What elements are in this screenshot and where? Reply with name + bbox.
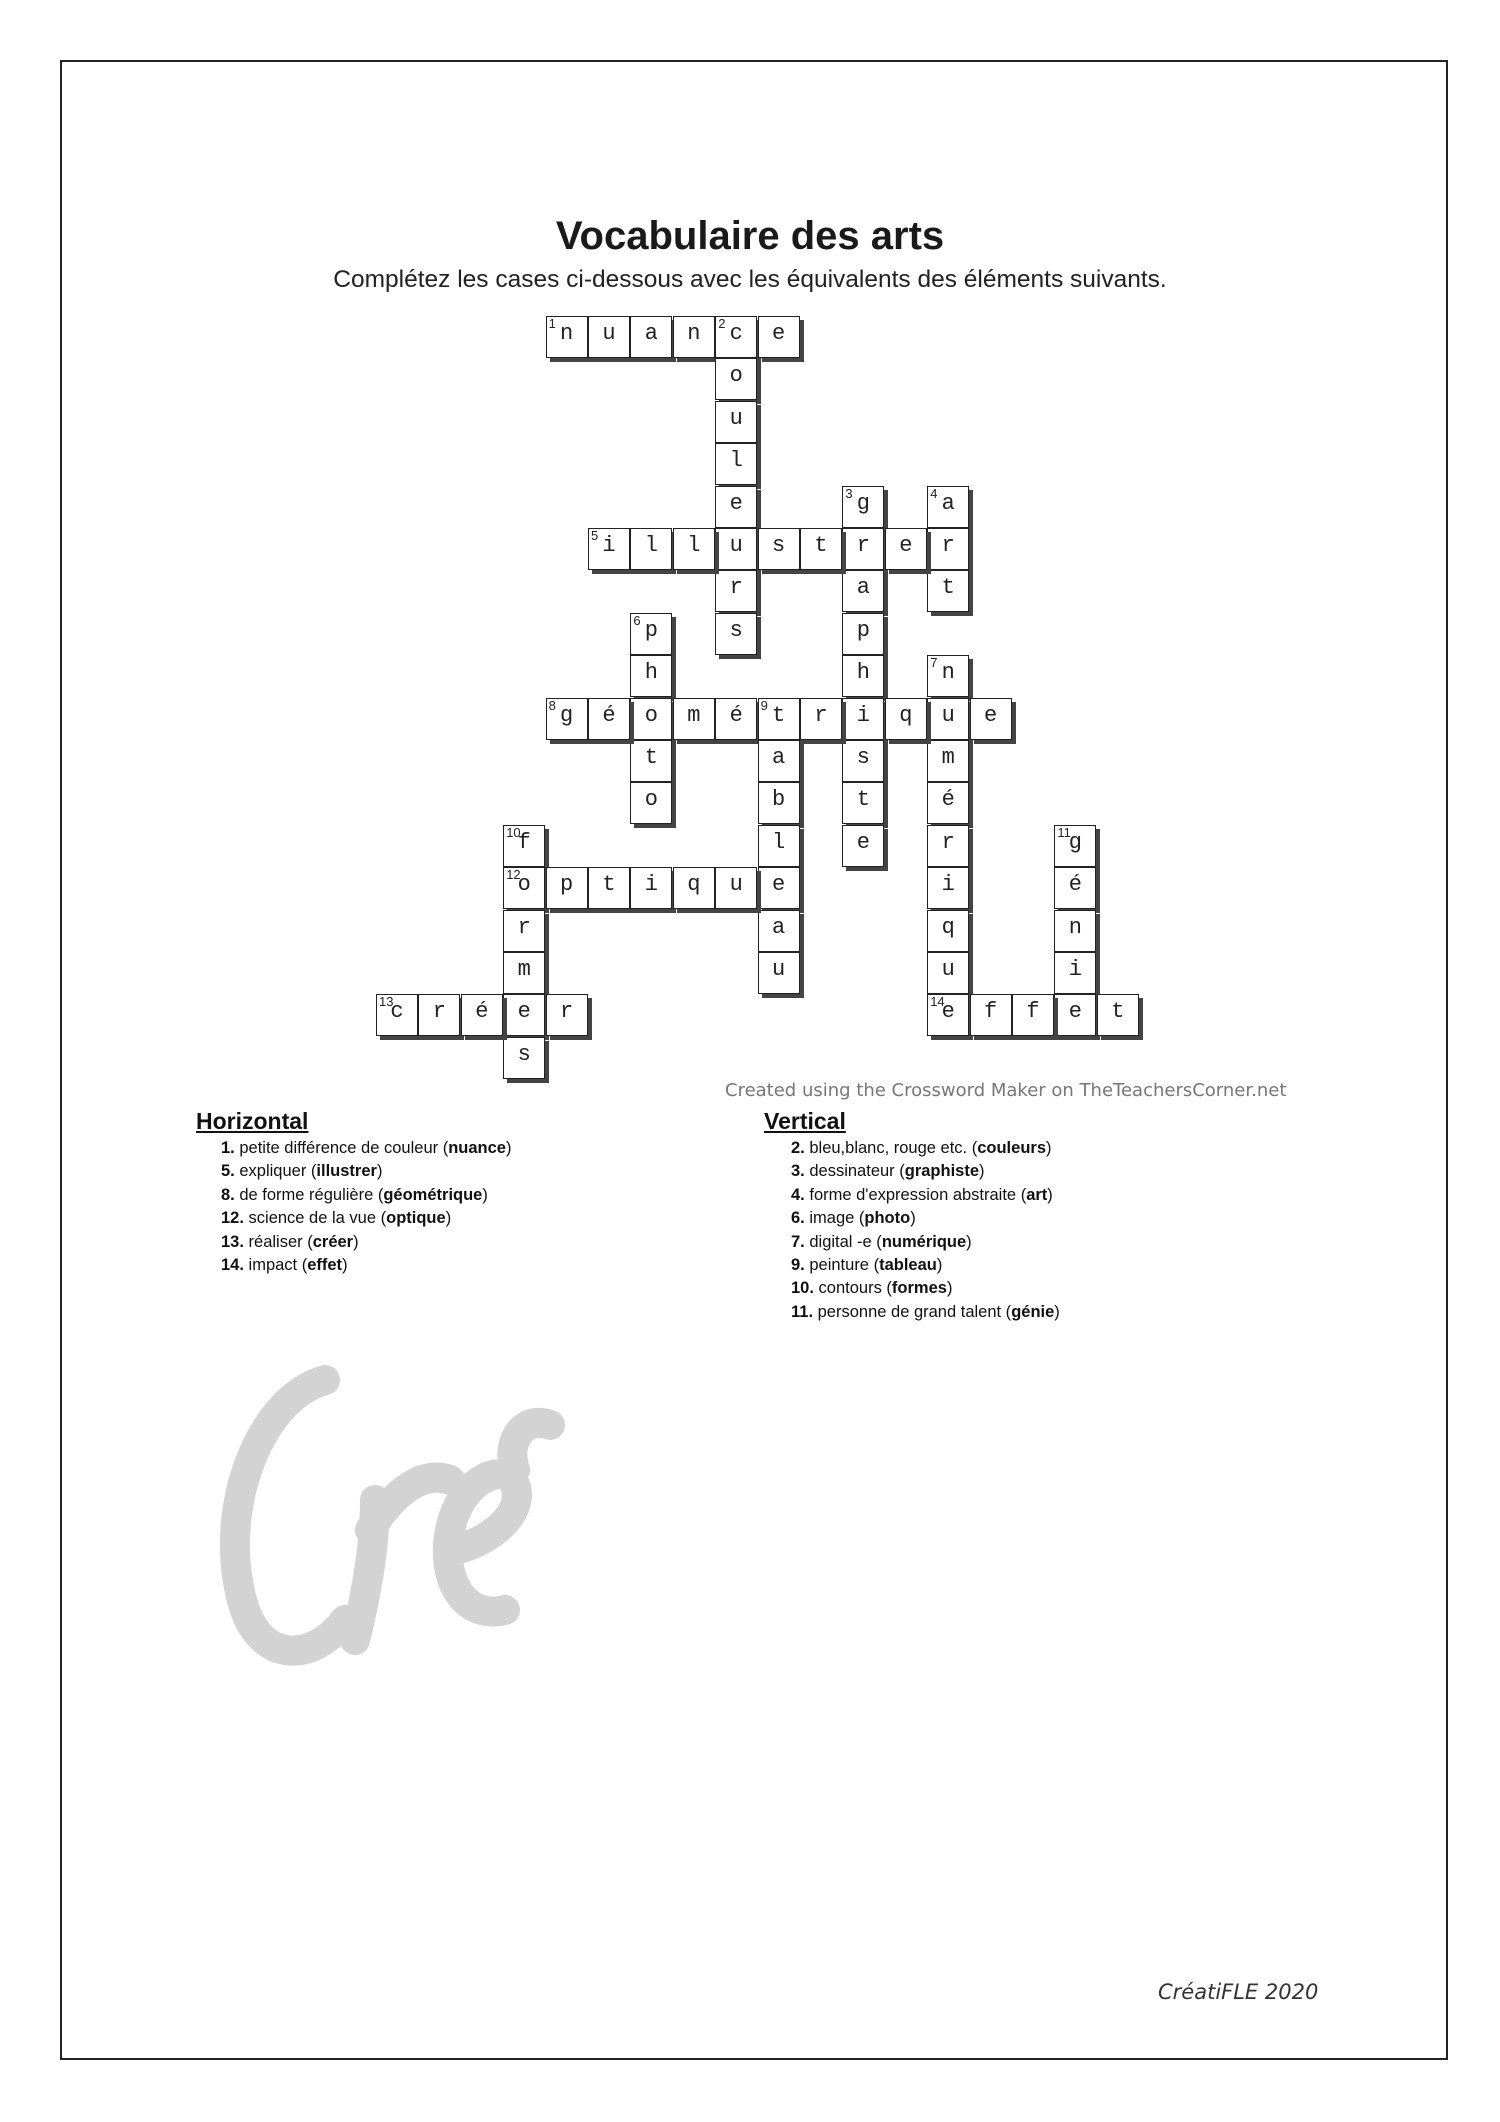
clue-item-answer: nuance [448,1139,506,1157]
page-subtitle: Complétez les cases ci-dessous avec les équivalents des éléments suivants. [333,266,1167,293]
clue-item-number: 11. [791,1302,818,1321]
clue-item-text: dessinateur ( [809,1162,905,1181]
cell-letter: e [771,321,786,346]
clue-item-text: personne de grand talent ( [817,1302,1012,1321]
clue-number: 7 [930,655,938,671]
clue-item [221,1254,511,1277]
cell-letter: g [559,702,574,728]
clue-item [791,1160,1060,1183]
clue-item-number: 7. [791,1232,810,1251]
clue-number: 6 [633,612,641,628]
cell-letter: é [941,787,955,813]
clue-item-close: ) [342,1256,348,1275]
clue-item-text: expliquer ( [239,1162,317,1181]
cell-letter: é [602,702,616,728]
cell-letter: a [644,321,658,346]
cell-letter: u [771,957,786,982]
clue-item-close: ) [946,1279,953,1298]
cell-letter: a [771,914,786,940]
clue-item-answer: génie [1011,1302,1055,1321]
cell-letter: o [517,872,531,898]
cell-letter: o [644,787,658,813]
clue-item-number: 12. [221,1209,249,1228]
cell-letter: i [602,533,616,558]
clue-number: 12 [506,867,521,883]
clue-item-close: ) [1054,1302,1060,1321]
clue-item-text: petite différence de couleur ( [239,1139,449,1157]
clue-item-answer: couleurs [977,1139,1046,1157]
cell-letter: u [941,957,955,982]
clue-item-answer: formes [891,1279,947,1298]
credit-line: Created using the Crossword Maker on TheTeachersCorner.net [725,1080,1287,1101]
clue-item-close: ) [1046,1139,1052,1157]
clue-item-number: 8. [221,1185,240,1204]
clue-item-close: ) [910,1209,916,1228]
page-border [60,60,1448,2060]
cell-letter: n [687,321,701,346]
cell-letter: f [1026,999,1040,1025]
clue-number: 3 [845,485,853,501]
cell-letter: s [856,745,870,770]
clue-item-text: bleu,blanc, rouge etc. ( [809,1139,978,1157]
clue-item-text: science de la vue ( [248,1209,387,1228]
cell-letter: t [602,872,616,898]
clue-item-close: ) [376,1162,383,1181]
clue-item-answer: optique [386,1209,446,1228]
cell-letter: e [983,702,998,728]
cell-letter: r [856,533,870,558]
clue-item-text: impact ( [248,1256,308,1275]
cell-letter: a [856,575,870,601]
cell-letter: u [729,872,743,898]
clue-item-answer: numérique [881,1232,967,1251]
cell-letter: e [941,999,955,1025]
cell-letter: é [729,702,743,728]
cell-letter: p [559,872,574,898]
clue-item [221,1160,511,1183]
cell-letter: é [1068,872,1082,898]
clue-item-answer: graphiste [904,1162,980,1181]
clue-item-answer: géométrique [383,1185,483,1204]
cell-letter: e [899,533,913,558]
clue-item-number: 13. [221,1232,249,1251]
clue-item-number: 1. [221,1139,240,1157]
clue-number: 5 [591,528,599,543]
cell-letter: c [390,999,404,1025]
clue-item-text: forme d'expression abstraite ( [809,1185,1027,1204]
cell-letter: i [1068,957,1082,982]
down-heading: Vertical [764,1108,846,1134]
clue-number: 13 [379,994,394,1010]
cell-letter: i [941,872,955,898]
clue-number: 1 [548,316,556,331]
cell-letter: c [729,321,743,346]
clue-item-answer: effet [307,1256,343,1275]
clue-number: 10 [506,824,521,840]
clue-item-answer: illustrer [316,1162,377,1181]
cell-letter: r [517,914,531,940]
clue-item-number: 2. [791,1139,810,1157]
clue-item [221,1207,511,1230]
clue-number: 4 [930,485,938,501]
cell-letter: i [856,702,870,728]
cell-letter: é [475,999,489,1025]
clue-number: 8 [548,697,556,713]
clue-item-answer: tableau [879,1256,937,1275]
cell-letter: s [517,1041,531,1067]
clue-item-answer: art [1026,1185,1048,1204]
clue-number: 9 [760,697,768,713]
clue-item-close: ) [482,1185,488,1204]
clue-item [791,1301,1060,1324]
clue-item-number: 14. [221,1256,249,1275]
clue-item [221,1137,511,1160]
clue-item-number: 6. [791,1209,810,1228]
cell-letter: r [941,533,955,558]
clue-number: 2 [718,316,726,331]
cell-letter: f [983,999,998,1025]
clue-item-close: ) [966,1232,972,1251]
clue-number: 11 [1057,824,1071,840]
clue-item-answer: photo [864,1209,911,1228]
cell-letter: t [644,745,658,770]
clue-item [221,1231,511,1254]
cell-letter: t [771,702,786,728]
cell-letter: r [432,999,446,1025]
cell-letter: b [771,787,786,813]
cell-letter: u [941,702,955,728]
cell-letter: p [856,617,870,643]
cell-letter: s [729,617,743,643]
cell-letter: n [1068,914,1082,940]
cell-letter: q [941,914,955,940]
cell-letter: r [941,829,955,855]
cell-letter: l [729,448,743,474]
cell-letter: o [644,702,658,728]
clue-item-number: 4. [791,1185,810,1204]
clue-number: 14 [930,994,945,1010]
clue-item-text: contours ( [818,1279,892,1298]
cell-letter: p [644,617,658,643]
clue-item-number: 5. [221,1162,240,1181]
clue-item-text: image ( [809,1209,865,1228]
down-clue-list [791,1137,1060,1324]
clue-item-text: peinture ( [809,1256,880,1275]
clue-item [791,1137,1060,1160]
cell-letter: r [729,575,743,601]
cell-letter: e [771,872,786,898]
page-title: Vocabulaire des arts [555,214,945,258]
cell-letter: a [941,490,955,516]
cell-letter: q [899,702,913,728]
across-clue-list [221,1137,511,1277]
clue-item-text: de forme régulière ( [239,1185,384,1204]
cell-letter: e [517,999,531,1025]
cell-letter: m [687,702,701,728]
cell-letter: a [771,745,786,770]
clue-item-number: 9. [791,1256,810,1275]
cell-letter: h [644,660,658,686]
clue-item-close: ) [979,1162,985,1181]
clue-item-number: 3. [791,1162,810,1181]
clue-item-text: réaliser ( [248,1232,313,1251]
clue-item-number: 10. [791,1279,819,1298]
cell-letter: u [729,405,743,431]
cell-letter: e [1068,999,1082,1025]
cell-letter: t [1111,999,1125,1025]
cell-letter: u [602,321,616,346]
clue-item [791,1277,1060,1300]
cell-letter: m [517,957,531,982]
clue-item-answer: créer [312,1232,354,1251]
cell-letter: l [771,829,786,855]
cell-letter: t [856,787,870,813]
clue-item [791,1184,1060,1207]
cell-letter: e [729,490,743,516]
clue-item [221,1184,511,1207]
cell-letter: e [856,829,870,855]
cell-letter: r [814,702,828,728]
across-heading: Horizontal [196,1108,309,1134]
cell-letter: u [729,533,743,558]
clue-item-close: ) [936,1256,943,1275]
clue-item-text: digital -e ( [809,1232,882,1251]
cell-letter: n [559,321,574,346]
cell-letter: q [687,872,701,898]
clue-item-close: ) [505,1139,512,1157]
clue-item [791,1207,1060,1230]
cell-letter: i [644,872,658,898]
cell-letter: g [856,490,870,516]
cell-letter: o [729,363,743,389]
clue-item [791,1231,1060,1254]
clue-item [791,1254,1060,1277]
cell-letter: s [771,533,786,558]
cell-letter: l [687,533,701,558]
cell-letter: t [814,533,828,558]
cell-letter: n [941,660,955,686]
clue-item-close: ) [353,1232,359,1251]
clue-item-close: ) [445,1209,452,1228]
footer-signature: CréatiFLE 2020 [1158,1980,1319,2004]
cell-letter: m [941,745,955,770]
watermark [205,1320,625,1700]
cell-letter: l [644,533,658,558]
clue-item-close: ) [1047,1185,1053,1204]
cell-letter: t [941,575,955,601]
cell-letter: f [517,829,531,855]
cell-letter: h [856,660,870,686]
cell-letter: r [559,999,574,1025]
cell-letter: g [1068,829,1082,855]
